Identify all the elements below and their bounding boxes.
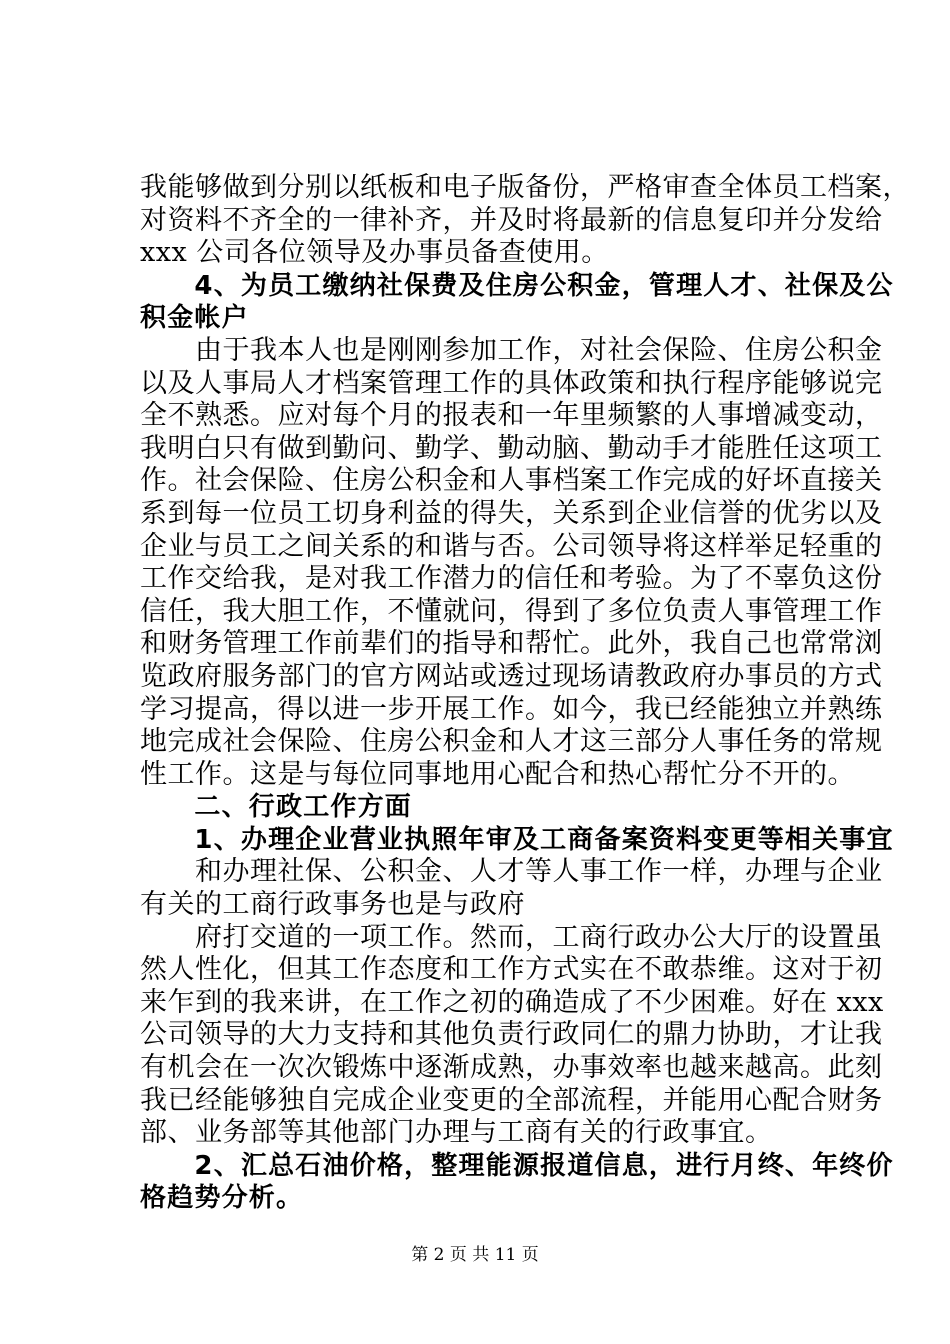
body-text-line: 有关的工商行政事务也是与政府: [140, 889, 525, 921]
body-text-line: 由于我本人也是刚刚参加工作，对社会保险、住房公积金: [140, 334, 883, 366]
heading-line: 1、办理企业营业执照年审及工商备案资料变更等相关事宜: [140, 824, 894, 855]
body-text-line: 地完成社会保险、住房公积金和人才这三部分人事任务的常规: [140, 726, 883, 758]
body-text-line: 全不熟悉。应对每个月的报表和一年里频繁的人事增减变动，: [140, 400, 883, 432]
body-text-line: 以及人事局人才档案管理工作的具体政策和执行程序能够说完: [140, 367, 883, 399]
body-text-line: 和办理社保、公积金、人才等人事工作一样，办理与企业: [140, 856, 883, 888]
body-text-line: 和财务管理工作前辈们的指导和帮忙。此外，我自己也常常浏: [140, 628, 883, 660]
body-text-line: 系到每一位员工切身利益的得失，关系到企业信誉的优劣以及: [140, 497, 883, 529]
body-text-line: 企业与员工之间关系的和谐与否。公司领导将这样举足轻重的: [140, 530, 883, 562]
body-text-line: 部、业务部等其他部门办理与工商有关的行政事宜。: [140, 1117, 773, 1149]
body-text-line: 府打交道的一项工作。然而，工商行政办公大厅的设置虽: [140, 921, 883, 953]
body-text-line: 学习提高，得以进一步开展工作。如今，我已经能独立并熟练: [140, 693, 883, 725]
body-text-line: 作。社会保险、住房公积金和人事档案工作完成的好坏直接关: [140, 465, 883, 497]
heading-line: 格趋势分析。: [140, 1183, 304, 1214]
body-text-line: 有机会在一次次锻炼中逐渐成熟，办事效率也越来越高。此刻: [140, 1052, 883, 1084]
body-text-line: 性工作。这是与每位同事地用心配合和热心帮忙分不开的。: [140, 758, 855, 790]
body-text-line: 公司领导的大力支持和其他负责行政同仁的鼎力协助，才让我: [140, 1019, 883, 1051]
body-text-line: 我已经能够独自完成企业变更的全部流程，并能用心配合财务: [140, 1084, 883, 1116]
body-text-line: 我明白只有做到勤问、勤学、勤动脑、勤动手才能胜任这项工: [140, 432, 883, 464]
body-text-line: xxx 公司各位领导及办事员备查使用。: [140, 237, 609, 269]
body-text-line: 览政府服务部门的官方网站或透过现场请教政府办事员的方式: [140, 660, 883, 692]
heading-line: 2、汇总石油价格，整理能源报道信息，进行月终、年终价: [140, 1150, 894, 1181]
body-text-line: 我能够做到分别以纸板和电子版备份，严格审查全体员工档案，: [140, 172, 910, 203]
page-number-label: 第 2 页 共 11 页: [411, 1245, 539, 1265]
document-body: [140, 172, 910, 1215]
body-text-line: 信任，我大胆工作，不懂就问，得到了多位负责人事管理工作: [140, 595, 883, 627]
body-text-line: 来乍到的我来讲，在工作之初的确造成了不少困难。好在 xxx: [140, 986, 884, 1018]
body-text-line: 工作交给我，是对我工作潜力的信任和考验。为了不辜负这份: [140, 563, 883, 595]
body-text-line: 对资料不齐全的一律补齐，并及时将最新的信息复印并分发给: [140, 204, 883, 236]
page-footer: [0, 1244, 950, 1266]
heading-line: 4、为员工缴纳社保费及住房公积金，管理人才、社保及公: [140, 270, 894, 301]
heading-line: 积金帐户: [140, 303, 249, 334]
body-text-line: 然人性化，但其工作态度和工作方式实在不敢恭维。这对于初: [140, 954, 883, 986]
heading-line: 二、行政工作方面: [140, 792, 413, 823]
